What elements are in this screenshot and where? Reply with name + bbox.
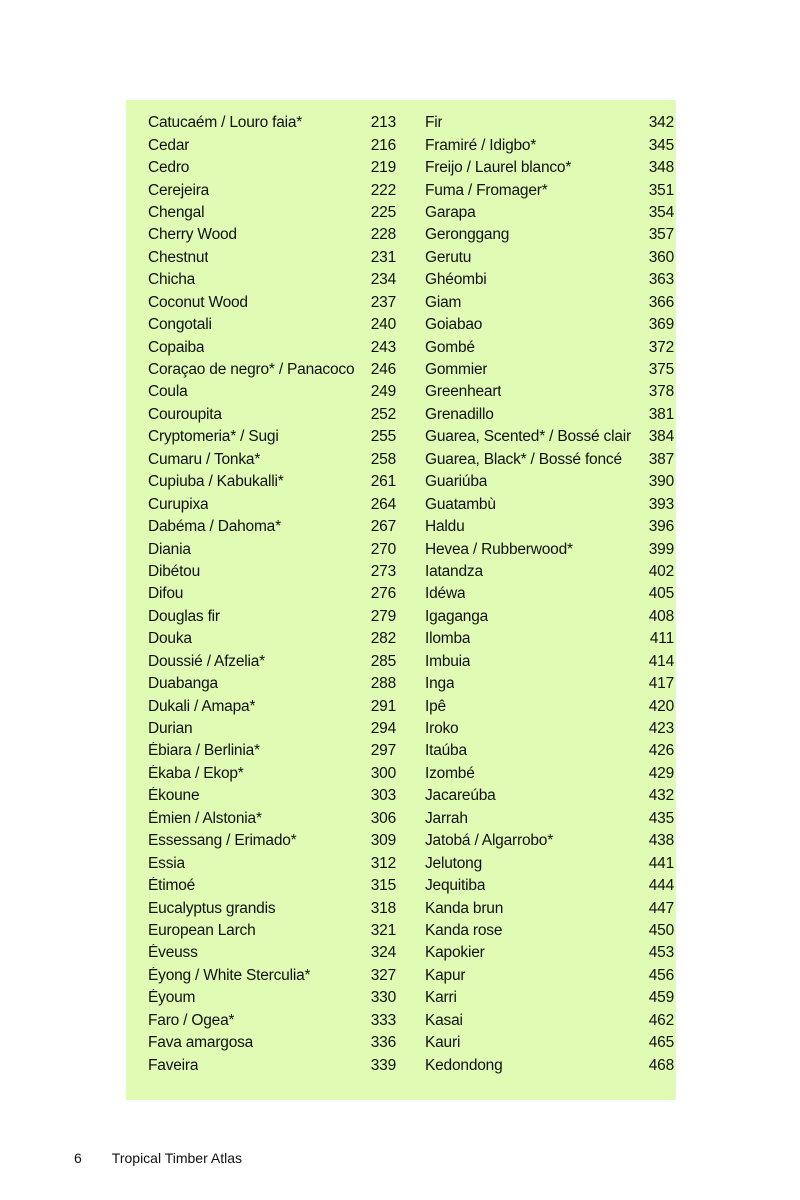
entry-page-number: 249 [370,383,396,401]
entry-page-number: 309 [370,832,396,850]
index-entry [425,561,674,583]
index-entry [148,157,396,179]
index-entry [148,942,396,964]
entry-page-number: 240 [370,316,396,334]
entry-name: Cupiuba / Kabukalli* [148,473,284,491]
entry-page-number: 447 [648,899,674,917]
entry-page-number: 267 [370,518,396,536]
index-entry [148,381,396,403]
entry-name: Cerejeira [148,181,210,199]
entry-name: Ilomba [425,630,471,648]
index-entry [148,718,396,740]
entry-name: Douka [148,630,192,648]
entry-page-number: 402 [648,562,674,580]
entry-page-number: 330 [370,989,396,1007]
entry-page-number: 321 [370,921,396,939]
entry-page-number: 408 [648,607,674,625]
index-entry [425,1054,674,1076]
entry-page-number: 237 [370,293,396,311]
entry-name: Kapokier [425,944,485,962]
index-entry [425,314,674,336]
entry-page-number: 369 [648,316,674,334]
index-entry [425,1010,674,1032]
entry-name: Jarrah [425,809,468,827]
index-entry [425,808,674,830]
index-entry [148,471,396,493]
entry-page-number: 273 [370,562,396,580]
index-entry [425,247,674,269]
entry-name: Coula [148,383,188,401]
entry-page-number: 423 [648,720,674,738]
entry-name: Curupixa [148,495,209,513]
entry-page-number: 414 [648,652,674,670]
index-entry [148,651,396,673]
index-entry [148,292,396,314]
entry-page-number: 255 [370,428,396,446]
index-entry [148,897,396,919]
index-entry [148,830,396,852]
index-entry [425,449,674,471]
entry-name: Difou [148,585,184,603]
entry-page-number: 213 [370,114,396,132]
index-entry [148,606,396,628]
index-entry [425,157,674,179]
entry-page-number: 417 [648,675,674,693]
index-entry [148,673,396,695]
entry-page-number: 243 [370,338,396,356]
entry-name: Kanda brun [425,899,504,917]
entry-page-number: 429 [648,764,674,782]
index-entry [425,965,674,987]
entry-page-number: 381 [648,405,674,423]
entry-page-number: 399 [648,540,674,558]
index-entry [425,785,674,807]
index-entry [148,538,396,560]
index-entry [148,426,396,448]
entry-page-number: 462 [648,1011,674,1029]
entry-page-number: 465 [648,1034,674,1052]
index-entry [148,1032,396,1054]
entry-page-number: 270 [370,540,396,558]
index-entry [425,179,674,201]
entry-name: Greenheart [425,383,502,401]
index-entry [425,651,674,673]
entry-page-number: 444 [648,877,674,895]
page-number: 6 [74,1150,82,1166]
index-entry [148,134,396,156]
index-entry [148,269,396,291]
entry-name: Guarea, Scented* / Bossé clair [425,428,631,446]
entry-name: Ghéombi [425,271,487,289]
entry-page-number: 222 [370,181,396,199]
entry-name: Cumaru / Tonka* [148,450,261,468]
entry-name: Haldu [425,518,465,536]
index-entry [148,695,396,717]
index-entry [148,314,396,336]
entry-name: Ipê [425,697,446,715]
entry-page-number: 246 [370,361,396,379]
entry-name: Izombé [425,764,475,782]
index-entry [425,292,674,314]
entry-name: Duabanga [148,675,218,693]
entry-page-number: 396 [648,518,674,536]
index-entry [425,538,674,560]
index-entry [148,852,396,874]
index-entry [148,1010,396,1032]
index-entry [425,471,674,493]
entry-page-number: 357 [648,226,674,244]
index-entry [148,628,396,650]
entry-page-number: 375 [648,361,674,379]
entry-name: Gommier [425,361,488,379]
entry-page-number: 252 [370,405,396,423]
entry-name: Copaiba [148,338,205,356]
entry-name: Faro / Ogea* [148,1011,235,1029]
index-column-left [148,112,396,1077]
entry-name: Doussié / Afzelia* [148,652,266,670]
index-entry [148,740,396,762]
entry-page-number: 366 [648,293,674,311]
entry-page-number: 420 [648,697,674,715]
entry-name: Cedro [148,159,190,177]
entry-name: Kanda rose [425,921,503,939]
entry-name: Goiabao [425,316,483,334]
entry-name: Iroko [425,720,459,738]
entry-page-number: 342 [648,114,674,132]
index-entry [148,965,396,987]
entry-name: Cedar [148,136,190,154]
index-entry [425,269,674,291]
page-footer [74,1150,242,1166]
entry-name: Garapa [425,203,476,221]
entry-name: Gerutu [425,248,472,266]
entry-page-number: 348 [648,159,674,177]
index-entry [148,359,396,381]
entry-name: Chestnut [148,248,209,266]
entry-page-number: 360 [648,248,674,266]
entry-name: Dukali / Amapa* [148,697,256,715]
entry-name: Geronggang [425,226,510,244]
entry-page-number: 228 [370,226,396,244]
entry-page-number: 372 [648,338,674,356]
index-column-right [425,112,674,1077]
entry-page-number: 468 [648,1056,674,1074]
entry-name: Jelutong [425,854,483,872]
entry-name: Ékaba / Ekop* [148,764,244,782]
index-entry [148,112,396,134]
index-entry [148,808,396,830]
entry-name: Giam [425,293,462,311]
entry-name: Émien / Alstonia* [148,809,262,827]
entry-page-number: 303 [370,787,396,805]
index-entry [425,987,674,1009]
entry-name: Jacareúba [425,787,496,805]
entry-name: Éyoum [148,989,196,1007]
entry-name: Imbuia [425,652,471,670]
index-entry [425,426,674,448]
entry-page-number: 363 [648,271,674,289]
entry-name: Dabéma / Dahoma* [148,518,281,536]
entry-name: Couroupita [148,405,222,423]
entry-page-number: 339 [370,1056,396,1074]
entry-name: Kapur [425,966,466,984]
entry-page-number: 393 [648,495,674,513]
index-entry [425,852,674,874]
entry-page-number: 435 [648,809,674,827]
entry-name: Gombé [425,338,475,356]
index-entry [148,202,396,224]
index-entry [148,336,396,358]
entry-page-number: 441 [648,854,674,872]
entry-page-number: 216 [370,136,396,154]
index-entry [148,561,396,583]
entry-name: Igaganga [425,607,489,625]
entry-name: Congotali [148,316,212,334]
index-entry [425,134,674,156]
entry-name: Coraçao de negro* / Panacoco [148,361,355,379]
index-entry [148,516,396,538]
entry-page-number: 231 [370,248,396,266]
index-entry [425,740,674,762]
entry-page-number: 258 [370,450,396,468]
index-entry [425,875,674,897]
entry-page-number: 294 [370,720,396,738]
entry-name: Grenadillo [425,405,494,423]
entry-name: Framiré / Idigbo* [425,136,537,154]
entry-page-number: 387 [648,450,674,468]
index-entry [425,112,674,134]
index-entry [425,224,674,246]
entry-name: Coconut Wood [148,293,248,311]
entry-page-number: 390 [648,473,674,491]
index-entry [425,202,674,224]
entry-name: Jatobá / Algarrobo* [425,832,554,850]
entry-page-number: 279 [370,607,396,625]
entry-page-number: 336 [370,1034,396,1052]
entry-page-number: 351 [648,181,674,199]
entry-name: Éyong / White Sterculia* [148,966,311,984]
entry-page-number: 438 [648,832,674,850]
entry-name: Karri [425,989,457,1007]
entry-page-number: 453 [648,944,674,962]
entry-page-number: 276 [370,585,396,603]
entry-name: Hevea / Rubberwood* [425,540,573,558]
index-entry [148,763,396,785]
index-entry [148,493,396,515]
entry-name: Freijo / Laurel blanco* [425,159,572,177]
index-entry [148,583,396,605]
entry-page-number: 282 [370,630,396,648]
entry-name: Ébiara / Berlinia* [148,742,260,760]
entry-name: Kasai [425,1011,463,1029]
index-entry [425,583,674,605]
index-entry [148,920,396,942]
entry-name: Kedondong [425,1056,503,1074]
entry-page-number: 456 [648,966,674,984]
entry-name: Ékoune [148,787,200,805]
index-entry [425,897,674,919]
entry-page-number: 318 [370,899,396,917]
index-entry [425,695,674,717]
index-entry [148,449,396,471]
entry-name: Jequitiba [425,877,486,895]
index-entry [425,381,674,403]
entry-name: Iatandza [425,562,483,580]
index-entry [425,942,674,964]
entry-page-number: 264 [370,495,396,513]
index-entry [425,404,674,426]
index-entry [425,673,674,695]
entry-name: Catucaém / Louro faia* [148,114,303,132]
index-entry [425,718,674,740]
entry-name: Itaúba [425,742,467,760]
entry-name: Guariúba [425,473,488,491]
entry-name: Fuma / Fromager* [425,181,548,199]
entry-name: Guatambù [425,495,496,513]
entry-page-number: 291 [370,697,396,715]
entry-page-number: 354 [648,203,674,221]
index-entry [148,875,396,897]
entry-page-number: 384 [648,428,674,446]
entry-name: European Larch [148,921,256,939]
entry-page-number: 459 [648,989,674,1007]
entry-page-number: 300 [370,764,396,782]
entry-page-number: 315 [370,877,396,895]
entry-name: Cryptomeria* / Sugi [148,428,279,446]
entry-page-number: 261 [370,473,396,491]
entry-name: Chengal [148,203,205,221]
index-entry [148,224,396,246]
entry-name: Essessang / Erimado* [148,832,297,850]
entry-name: Étimoé [148,877,196,895]
entry-page-number: 450 [648,921,674,939]
index-entry [425,830,674,852]
entry-name: Cherry Wood [148,226,237,244]
entry-page-number: 333 [370,1011,396,1029]
index-entry [148,179,396,201]
entry-name: Chicha [148,271,196,289]
book-title: Tropical Timber Atlas [111,1150,242,1166]
entry-page-number: 219 [370,159,396,177]
index-entry [425,628,674,650]
entry-name: Durian [148,720,193,738]
entry-name: Fava amargosa [148,1034,254,1052]
entry-name: Inga [425,675,455,693]
entry-page-number: 225 [370,203,396,221]
entry-name: Éveuss [148,944,198,962]
index-entry [425,763,674,785]
index-entry [148,987,396,1009]
entry-page-number: 297 [370,742,396,760]
entry-name: Douglas fir [148,607,220,625]
entry-name: Idéwa [425,585,466,603]
entry-name: Dibétou [148,562,201,580]
index-entry [425,920,674,942]
index-entry [425,516,674,538]
entry-page-number: 234 [370,271,396,289]
entry-name: Faveira [148,1056,199,1074]
entry-page-number: 312 [370,854,396,872]
entry-name: Eucalyptus grandis [148,899,276,917]
index-entry [425,359,674,381]
index-entry [148,1054,396,1076]
entry-page-number: 432 [648,787,674,805]
entry-page-number: 288 [370,675,396,693]
entry-page-number: 324 [370,944,396,962]
index-entry [425,493,674,515]
entry-page-number: 405 [648,585,674,603]
index-entry [148,785,396,807]
index-entry [425,1032,674,1054]
entry-name: Guarea, Black* / Bossé foncé [425,450,622,468]
entry-page-number: 411 [649,630,674,648]
entry-page-number: 306 [370,809,396,827]
entry-name: Diania [148,540,191,558]
entry-name: Kauri [425,1034,461,1052]
entry-page-number: 327 [370,966,396,984]
index-entry [148,404,396,426]
index-entry [148,247,396,269]
entry-page-number: 345 [648,136,674,154]
entry-page-number: 426 [648,742,674,760]
entry-name: Essia [148,854,185,872]
entry-page-number: 285 [370,652,396,670]
index-entry [425,336,674,358]
index-entry [425,606,674,628]
entry-name: Fir [425,114,443,132]
entry-page-number: 378 [648,383,674,401]
